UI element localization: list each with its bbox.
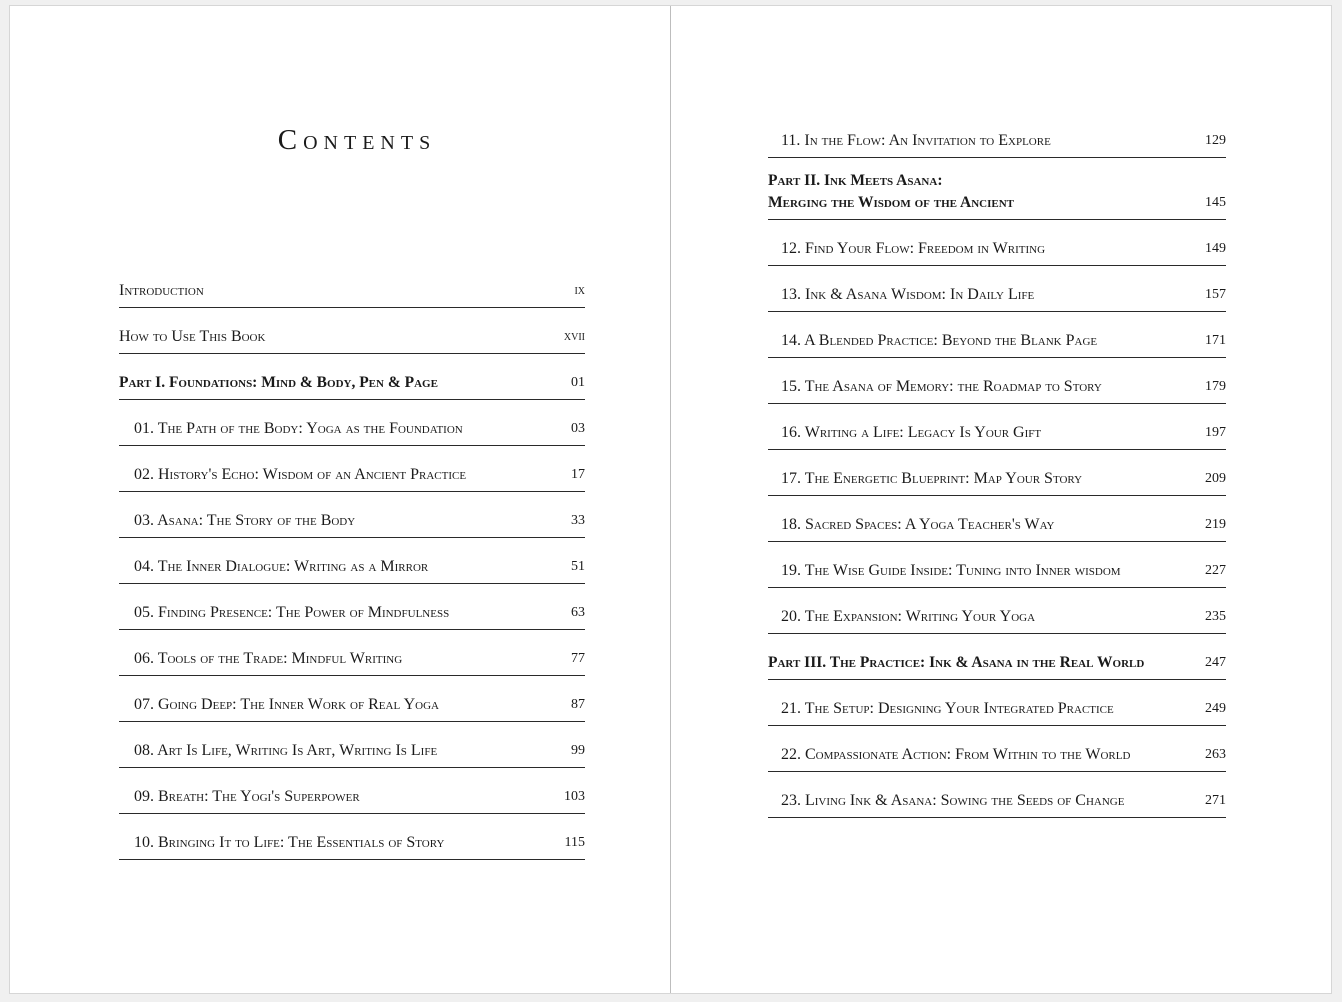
toc-entry-page: 263 <box>1205 747 1226 762</box>
toc-entry-page: 209 <box>1205 471 1226 486</box>
toc-entry-page: ix <box>574 283 585 298</box>
toc-entry-page: 249 <box>1205 701 1226 716</box>
toc-entry-page: 235 <box>1205 609 1226 624</box>
toc-entry-label: 01. The Path of the Body: Yoga as the Foundation <box>134 420 463 437</box>
toc-entry-chapter-13[interactable] <box>768 266 1226 312</box>
toc-entry-chapter-07[interactable] <box>119 676 585 722</box>
toc-entry-label: 19. The Wise Guide Inside: Tuning into Inner wisdom <box>781 562 1121 579</box>
toc-entry-part-1[interactable] <box>119 354 585 400</box>
toc-part-label: Part III. The Practice: Ink & Asana in the Real World <box>768 654 1145 671</box>
toc-entry-chapter-14[interactable] <box>768 312 1226 358</box>
toc-entry-page: 145 <box>1205 195 1226 210</box>
toc-entry-label: 17. The Energetic Blueprint: Map Your Story <box>781 470 1083 487</box>
toc-entry-page: 271 <box>1205 793 1226 808</box>
toc-entry-chapter-19[interactable] <box>768 542 1226 588</box>
toc-entry-chapter-02[interactable] <box>119 446 585 492</box>
toc-entry-label: 08. Art Is Life, Writing Is Art, Writing Is Life <box>134 742 438 759</box>
toc-entry-label: 16. Writing a Life: Legacy Is Your Gift <box>781 424 1042 441</box>
toc-entry-page: 17 <box>571 467 585 482</box>
toc-entry-label: 13. Ink & Asana Wisdom: In Daily Life <box>781 286 1035 303</box>
toc-entry-chapter-23[interactable] <box>768 772 1226 818</box>
toc-entry-page: 197 <box>1205 425 1226 440</box>
toc-entry-label: 22. Compassionate Action: From Within to the World <box>781 746 1131 763</box>
toc-entry-chapter-21[interactable] <box>768 680 1226 726</box>
toc-entry-page: 247 <box>1205 655 1226 670</box>
toc-list-left <box>119 262 585 860</box>
toc-part-label <box>768 170 1174 214</box>
toc-entry-label: 15. The Asana of Memory: the Roadmap to Story <box>781 378 1102 395</box>
toc-part-label-line2: Merging the Wisdom of the Ancient <box>768 194 1014 211</box>
toc-entry-label: 06. Tools of the Trade: Mindful Writing <box>134 650 403 667</box>
toc-entry-label: 21. The Setup: Designing Your Integrated Practice <box>781 700 1114 717</box>
toc-list-right <box>768 114 1226 818</box>
toc-entry-page: 99 <box>571 743 585 758</box>
toc-entry-page: 63 <box>571 605 585 620</box>
toc-entry-chapter-03[interactable] <box>119 492 585 538</box>
toc-entry-chapter-01[interactable] <box>119 400 585 446</box>
toc-entry-label: 14. A Blended Practice: Beyond the Blank Page <box>781 332 1098 349</box>
toc-entry-page: 33 <box>571 513 585 528</box>
toc-entry-page: 129 <box>1205 133 1226 148</box>
toc-entry-chapter-18[interactable] <box>768 496 1226 542</box>
toc-entry-chapter-12[interactable] <box>768 220 1226 266</box>
book-spread <box>9 5 1332 994</box>
toc-entry-page: 179 <box>1205 379 1226 394</box>
toc-entry-label: 11. In the Flow: An Invitation to Explore <box>781 132 1051 149</box>
contents-title: Contents <box>277 124 437 156</box>
toc-entry-how-to-use[interactable] <box>119 308 585 354</box>
toc-entry-label: 03. Asana: The Story of the Body <box>134 512 356 529</box>
toc-entry-chapter-09[interactable] <box>119 768 585 814</box>
toc-entry-label: 09. Breath: The Yogi's Superpower <box>134 788 360 805</box>
right-page <box>671 6 1333 993</box>
toc-part-label-line1: Part II. Ink Meets Asana: <box>768 172 943 189</box>
toc-entry-chapter-05[interactable] <box>119 584 585 630</box>
toc-entry-page: 01 <box>571 375 585 390</box>
left-page <box>10 6 670 993</box>
toc-entry-page: 51 <box>571 559 585 574</box>
toc-entry-label: How to Use This Book <box>119 328 266 345</box>
toc-entry-page: 149 <box>1205 241 1226 256</box>
toc-entry-part-2[interactable] <box>768 158 1226 220</box>
toc-entry-page: 115 <box>564 835 585 850</box>
toc-entry-chapter-16[interactable] <box>768 404 1226 450</box>
toc-entry-chapter-17[interactable] <box>768 450 1226 496</box>
toc-entry-label: 20. The Expansion: Writing Your Yoga <box>781 608 1036 625</box>
toc-entry-page: 157 <box>1205 287 1226 302</box>
toc-entry-page: xvii <box>563 329 585 344</box>
toc-entry-label: 04. The Inner Dialogue: Writing as a Mirror <box>134 558 429 575</box>
toc-entry-chapter-11[interactable] <box>768 114 1226 158</box>
toc-entry-part-3[interactable] <box>768 634 1226 680</box>
toc-entry-page: 87 <box>571 697 585 712</box>
toc-entry-page: 219 <box>1205 517 1226 532</box>
toc-entry-chapter-10[interactable] <box>119 814 585 860</box>
toc-entry-page: 103 <box>564 789 585 804</box>
toc-entry-label: 05. Finding Presence: The Power of Mindfulness <box>134 604 450 621</box>
toc-entry-chapter-22[interactable] <box>768 726 1226 772</box>
toc-entry-label: 07. Going Deep: The Inner Work of Real Yoga <box>134 696 439 713</box>
toc-entry-chapter-06[interactable] <box>119 630 585 676</box>
toc-part-label: Part I. Foundations: Mind & Body, Pen & Page <box>119 374 438 391</box>
toc-entry-page: 03 <box>571 421 585 436</box>
toc-entry-chapter-15[interactable] <box>768 358 1226 404</box>
toc-entry-label: Introduction <box>119 282 204 299</box>
toc-entry-label: 12. Find Your Flow: Freedom in Writing <box>781 240 1046 257</box>
toc-entry-label: 23. Living Ink & Asana: Sowing the Seeds of Change <box>781 792 1125 809</box>
toc-entry-chapter-08[interactable] <box>119 722 585 768</box>
toc-entry-label: 02. History's Echo: Wisdom of an Ancient Practice <box>134 466 467 483</box>
toc-entry-page: 171 <box>1205 333 1226 348</box>
toc-entry-introduction[interactable] <box>119 262 585 308</box>
toc-entry-chapter-20[interactable] <box>768 588 1226 634</box>
toc-entry-page: 227 <box>1205 563 1226 578</box>
toc-entry-page: 77 <box>571 651 585 666</box>
toc-entry-label: 10. Bringing It to Life: The Essentials of Story <box>134 834 445 851</box>
toc-entry-chapter-04[interactable] <box>119 538 585 584</box>
toc-entry-label: 18. Sacred Spaces: A Yoga Teacher's Way <box>781 516 1055 533</box>
